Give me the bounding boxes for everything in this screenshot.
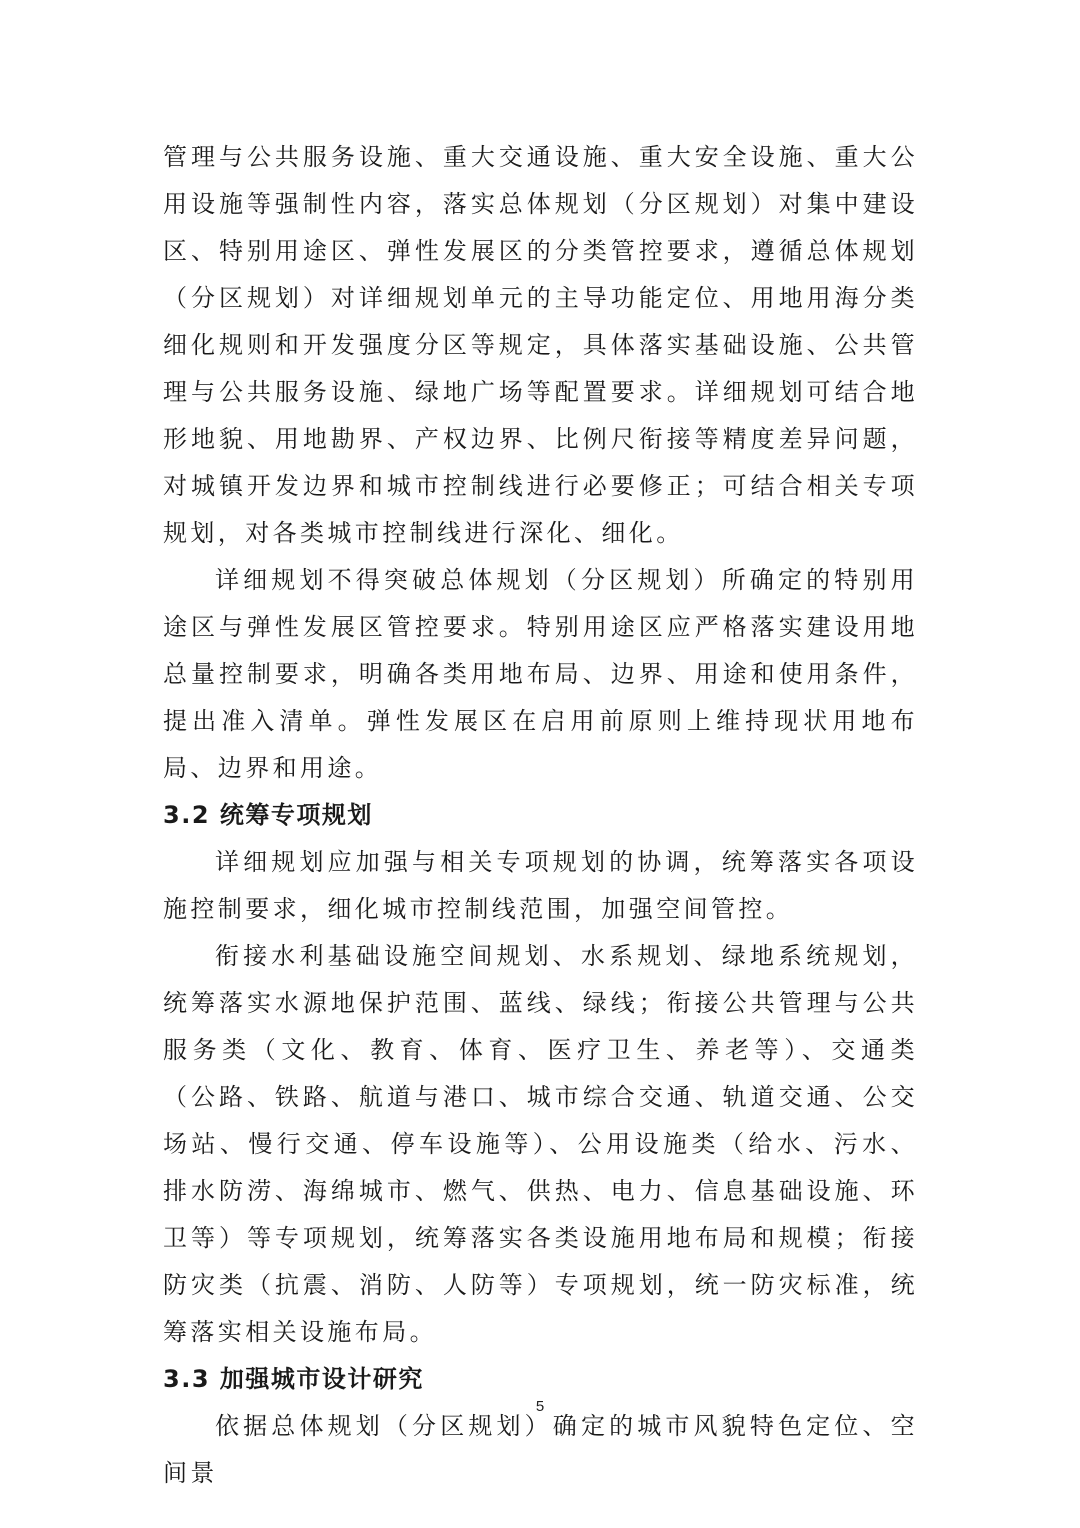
section-heading-3-3: 3.3 加强城市设计研究 <box>163 1365 424 1393</box>
body-paragraph-4: 衔接水利基础设施空间规划、水系规划、绿地系统规划，统筹落实水源地保护范围、蓝线、绿线；衔接公共管理与公共服务类（文化、教育、体育、医疗卫生、养老等）、交通类（公路、铁路、航道与港口、城市综合交通、轨道交通、公交场站、慢行交通、停车设施等）、公用设施类（给水、污水、排水防涝、海绵城市、燃气、供热、电力、信息基础设施、环卫等）等专项规划，统筹落实各类设施用地布局和规模；衔接防灾类（抗震、消防、人防等）专项规划，统一防灾标准，统筹落实相关设施布局。 <box>163 942 918 1346</box>
body-paragraph-2: 详细规划不得突破总体规划（分区规划）所确定的特别用途区与弹性发展区管控要求。特别用途区应严格落实建设用地总量控制要求，明确各类用地布局、边界、用途和使用条件，提出准入清单。弹性发展区在启用前原则上维持现状用地布局、边界和用途。 <box>163 566 918 782</box>
body-paragraph-3: 详细规划应加强与相关专项规划的协调，统筹落实各项设施控制要求，细化城市控制线范围，加强空间管控。 <box>163 848 918 923</box>
body-paragraph-1: 管理与公共服务设施、重大交通设施、重大安全设施、重大公用设施等强制性内容，落实总体规划（分区规划）对集中建设区、特别用途区、弹性发展区的分类管控要求，遵循总体规划（分区规划）对详细规划单元的主导功能定位、用地用海分类细化规则和开发强度分区等规定，具体落实基础设施、公共管理与公共服务设施、绿地广场等配置要求。详细规划可结合地形地貌、用地勘界、产权边界、比例尺衔接等精度差异问题，对城镇开发边界和城市控制线进行必要修正；可结合相关专项规划，对各类城市控制线进行深化、细化。 <box>163 143 918 547</box>
section-heading-3-2: 3.2 统筹专项规划 <box>163 801 373 829</box>
page-content <box>163 134 918 1497</box>
body-paragraph-5: 依据总体规划（分区规划）确定的城市风貌特色定位、空间景 <box>163 1412 918 1487</box>
page-number: 5 <box>535 1398 545 1415</box>
